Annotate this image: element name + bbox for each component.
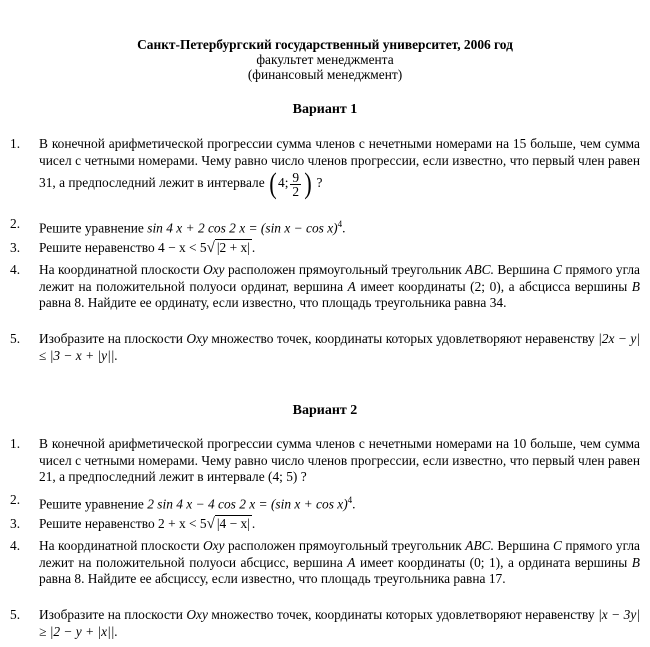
variant-1-title: Вариант 1: [292, 102, 358, 117]
v2-problem-5: 5. Изобразите на плоскости Oxy множество точек, координаты которых удовлетворяют неравенству |x − 3y| ≥ |2 − y + |x||.: [10, 607, 640, 639]
v2-problem-4: 4. На координатной плоскости Oxy расположен прямоугольный треугольник ABC. Вершина C прямого угла лежит на положительной полуоси абсцисс, вершина A имеет координаты (0; 1), а ордината вершины B равна 8. Найдите ее абсциссу, если известно, что площадь треугольника равна 17.: [10, 538, 641, 586]
v1-problem-5: 5. Изобразите на плоскости Oxy множество точек, координаты которых удовлетворяют неравенству |2x − y| ≤ |3 − x + |y||.: [10, 331, 640, 363]
faculty-line: факультет менеджмента: [256, 52, 394, 67]
v2-problem-1: 1. В конечной арифметической прогрессии сумма членов с нечетными номерами на 10 больше, чем сумма чисел с четными номерами. Чему равно число членов прогрессии, если известно, что первый член равен 21, а предпоследний лежит в интервале (4; 5) ?: [10, 436, 640, 484]
document-header: [0, 37, 650, 82]
variant-2-title: Вариант 2: [292, 403, 358, 418]
university-title: Санкт-Петербургский государственный университет, 2006 год: [137, 37, 513, 52]
v1-problem-1: 1. В конечной арифметической прогрессии сумма членов с нечетными номерами на 15 больше, чем сумма чисел с четными номерами. Чему равно число членов прогрессии, если известно, что первый член равен 31, а предпоследний лежит в интервале (4; $\frac{9}{2}$ ) ?: [10, 136, 640, 200]
v1-problem-4: 4. На координатной плоскости Oxy расположен прямоугольный треугольник ABC. Вершина C прямого угла лежит на положительной полуоси ординат, вершина A имеет координаты (2; 0), а абсцисса вершины B равна 8. Найдите ее ординату, если известно, что площадь треугольника равна 34.: [10, 262, 641, 310]
v1-problem-3: 3. Решите неравенство 4 − x < 5√ |2 + x| .: [10, 240, 256, 256]
v1-problem-2: 2. Решите уравнение sin 4 x + 2 cos 2 x = (sin x − cos x)$^4$.: [10, 216, 346, 236]
v2-problem-2: 2. Решите уравнение 2 sin 4 x − 4 cos 2 x = (sin x + cos x)$^4$.: [10, 492, 356, 512]
v2-problem-3: 3. Решите неравенство 2 + x < 5√ |4 − x| .: [10, 516, 256, 532]
department-line: (финансовый менеджмент): [247, 67, 403, 82]
